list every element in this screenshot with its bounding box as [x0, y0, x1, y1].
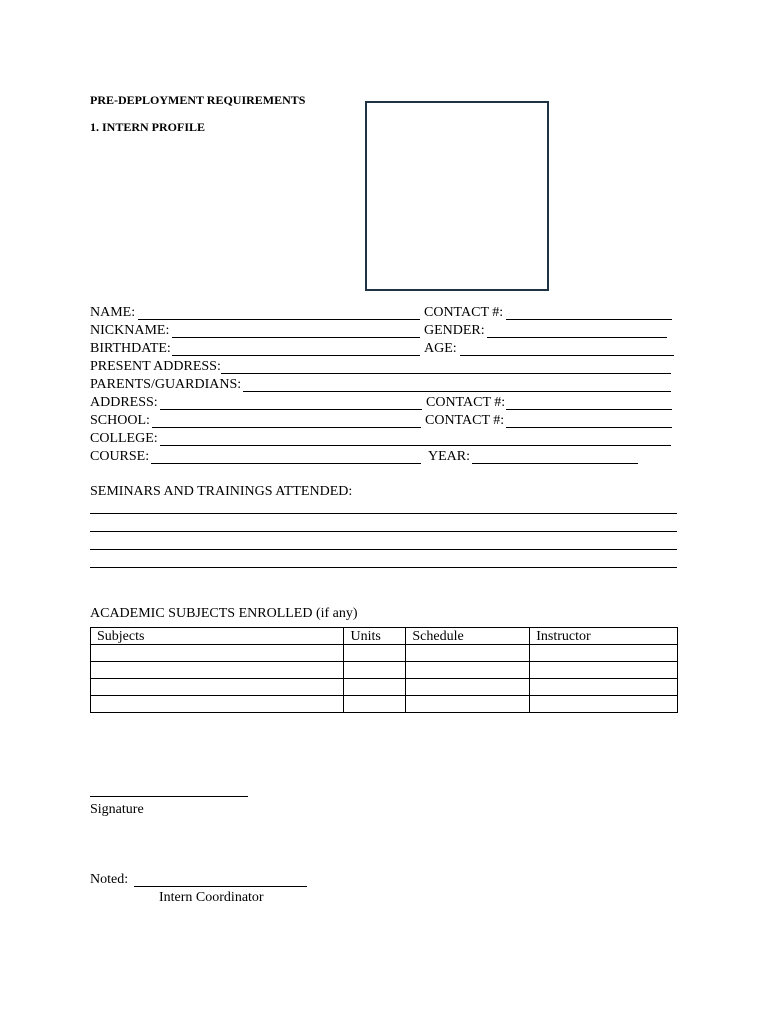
- parents-field[interactable]: PARENTS/GUARDIANS:: [90, 376, 671, 394]
- table-cell[interactable]: [91, 679, 344, 696]
- nickname-line: [172, 337, 420, 338]
- contact-field-3[interactable]: CONTACT #:: [425, 412, 672, 430]
- photo-box[interactable]: [365, 101, 549, 291]
- column-header-subjects: Subjects: [91, 628, 344, 645]
- academic-label: ACADEMIC SUBJECTS ENROLLED (if any): [90, 606, 358, 621]
- gender-line: [487, 337, 667, 338]
- table-cell[interactable]: [406, 662, 530, 679]
- course-field[interactable]: COURSE:: [90, 448, 421, 466]
- column-header-units: Units: [344, 628, 406, 645]
- table-cell[interactable]: [344, 679, 406, 696]
- age-field[interactable]: AGE:: [424, 340, 674, 358]
- row-nickname: [90, 322, 680, 340]
- row-college: [90, 430, 680, 448]
- parents-line: [243, 391, 671, 392]
- gender-field[interactable]: GENDER:: [424, 322, 668, 340]
- table-cell[interactable]: [530, 645, 678, 662]
- table-cell[interactable]: [91, 696, 344, 713]
- table-cell[interactable]: [344, 645, 406, 662]
- year-line: [472, 463, 638, 464]
- column-header-instructor: Instructor: [530, 628, 678, 645]
- address-field[interactable]: ADDRESS:: [90, 394, 422, 412]
- row-address: [90, 394, 680, 412]
- table-cell[interactable]: [91, 662, 344, 679]
- college-line: [160, 445, 671, 446]
- birthdate-line: [172, 355, 420, 356]
- table-cell[interactable]: [406, 679, 530, 696]
- age-line: [460, 355, 674, 356]
- intern-coordinator-label: Intern Coordinator: [159, 890, 264, 905]
- name-line: [138, 319, 420, 320]
- table-cell[interactable]: [406, 696, 530, 713]
- table-row: [91, 679, 678, 696]
- table-cell[interactable]: [91, 645, 344, 662]
- table-header-row: [91, 628, 678, 645]
- college-field[interactable]: COLLEGE:: [90, 430, 671, 448]
- column-header-schedule: Schedule: [406, 628, 530, 645]
- document-title: PRE-DEPLOYMENT REQUIREMENTS: [90, 93, 306, 107]
- contact-line-3: [506, 427, 672, 428]
- table-row: [91, 662, 678, 679]
- row-birthdate: [90, 340, 680, 358]
- present-address-line: [221, 373, 671, 374]
- name-field[interactable]: NAME:: [90, 304, 420, 322]
- noted-signature-line[interactable]: [134, 886, 307, 887]
- contact-field-2[interactable]: CONTACT #:: [426, 394, 672, 412]
- row-present-address: [90, 358, 680, 376]
- subjects-table: [90, 627, 678, 713]
- row-parents: [90, 376, 680, 394]
- year-field[interactable]: YEAR:: [428, 448, 638, 466]
- table-cell[interactable]: [344, 696, 406, 713]
- seminar-line-3[interactable]: [90, 549, 677, 550]
- noted-label: Noted:: [90, 872, 129, 887]
- table-cell[interactable]: [406, 645, 530, 662]
- contact-line-2: [506, 409, 672, 410]
- table-cell[interactable]: [344, 662, 406, 679]
- seminar-line-1[interactable]: [90, 513, 677, 514]
- present-address-field[interactable]: PRESENT ADDRESS:: [90, 358, 671, 376]
- table-cell[interactable]: [530, 662, 678, 679]
- table-cell[interactable]: [530, 679, 678, 696]
- contact-field-1[interactable]: CONTACT #:: [424, 304, 672, 322]
- nickname-field[interactable]: NICKNAME:: [90, 322, 420, 340]
- row-course: [90, 448, 680, 466]
- signature-line[interactable]: [90, 796, 248, 797]
- table-row: [91, 645, 678, 662]
- seminar-line-4[interactable]: [90, 567, 677, 568]
- row-name: [90, 304, 680, 322]
- school-line: [152, 427, 421, 428]
- seminar-line-2[interactable]: [90, 531, 677, 532]
- row-school: [90, 412, 680, 430]
- address-line: [160, 409, 422, 410]
- birthdate-field[interactable]: BIRTHDATE:: [90, 340, 420, 358]
- signature-label: Signature: [90, 802, 144, 817]
- table-row: [91, 696, 678, 713]
- school-field[interactable]: SCHOOL:: [90, 412, 421, 430]
- table-cell[interactable]: [530, 696, 678, 713]
- course-line: [151, 463, 421, 464]
- seminars-label: SEMINARS AND TRAININGS ATTENDED:: [90, 484, 353, 499]
- section-heading: 1. INTERN PROFILE: [90, 120, 206, 134]
- contact-line-1: [506, 319, 672, 320]
